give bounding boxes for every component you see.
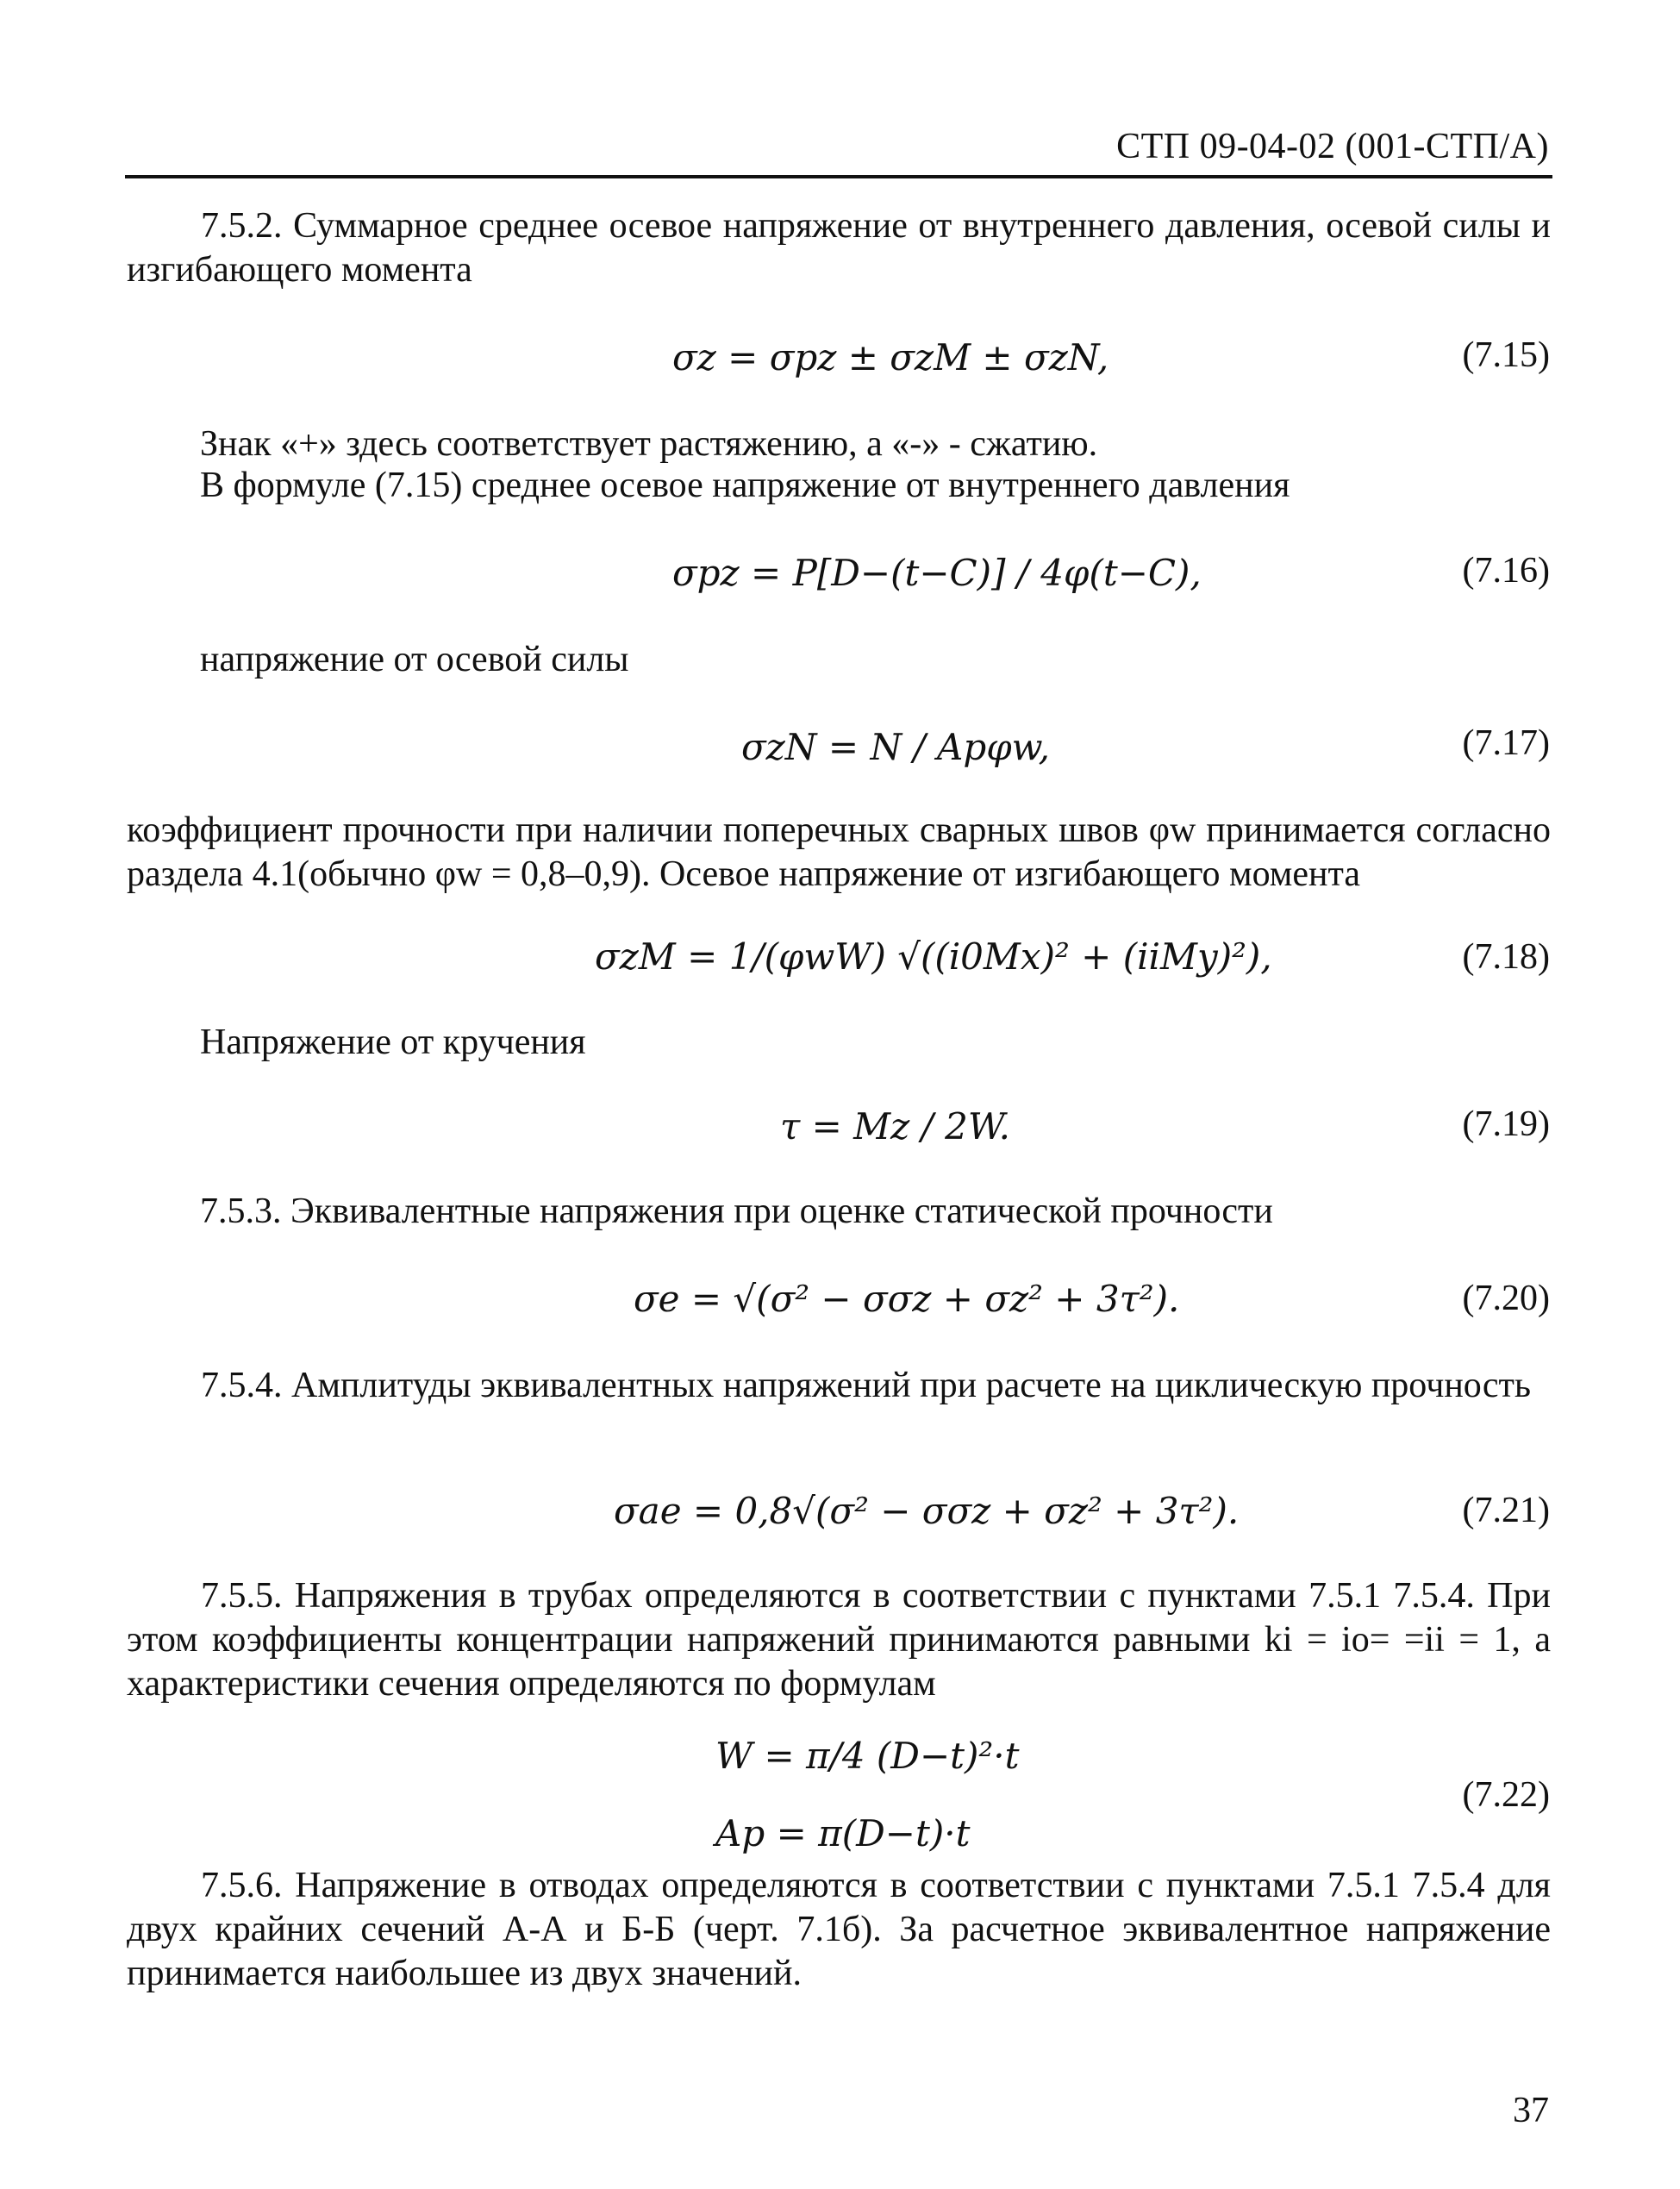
formula-number-7-20: (7.20) [1462, 1279, 1550, 1318]
formula-7-17 [741, 726, 1050, 768]
paragraph-7-5-2: 7.5.2. Суммарное среднее осевое напряжение от внутреннего давления, осевой силы и изгибающего момента [127, 206, 1551, 290]
paragraph-7-5-6: 7.5.6. Напряжение в отводах определяются в соответствии с пунктами 7.5.1 7.5.4 для двух крайних сечений А-А и Б-Б (черт. 7.1б). За расчетное эквивалентное напряжение принимается наибольшее из двух значений. [127, 1866, 1551, 1993]
formula-number-7-15: (7.15) [1462, 335, 1550, 375]
formula-7-16 [672, 552, 1202, 594]
formula-7-20-text: σe = √(σ² − σσz + σz² + 3τ²). [634, 1278, 1180, 1320]
formula-number-7-16: (7.16) [1462, 551, 1550, 591]
formula-7-18 [595, 935, 1272, 978]
header-rule [125, 175, 1552, 178]
formula-number-7-17: (7.17) [1462, 723, 1550, 763]
formula-7-20 [634, 1278, 1179, 1320]
formula-7-19 [780, 1105, 1010, 1148]
paragraph-coefficient: коэффициент прочности при наличии поперечных сварных швов φw принимается согласно раздела 4.1(обычно φw = 0,8–0,9). Осевое напряжение от изгибающего момента [127, 810, 1551, 894]
sign-note: Знак «+» здесь соответствует растяжению, а «-» - сжатию. [200, 424, 1098, 464]
formula-7-22a-text: W = π/4 (D−t)²·t [715, 1735, 1020, 1777]
formula-7-18-text: σzM = 1/(φwW) √((i0Mx)² + (iiMy)²), [595, 935, 1272, 978]
formula-7-21-text: σae = 0,8√(σ² − σσz + σz² + 3τ²). [614, 1490, 1240, 1532]
formula-number-7-21: (7.21) [1462, 1491, 1550, 1530]
formula-7-15-reference: В формуле (7.15) среднее осевое напряжение от внутреннего давления [200, 466, 1290, 505]
formula-number-7-19: (7.19) [1462, 1104, 1550, 1144]
formula-7-22-section-modulus [715, 1735, 1019, 1777]
paragraph-7-5-5: 7.5.5. Напряжения в трубах определяются в соответствии с пунктами 7.5.1 7.5.4. При этом коэффициенты концентрации напряжений принимаются равными ki = io= =ii = 1, а характеристики сечения определяются по формулам [127, 1576, 1551, 1704]
paragraph-7-5-4: 7.5.4. Амплитуды эквивалентных напряжений при расчете на циклическую прочность [201, 1366, 1532, 1405]
axial-force-label: напряжение от осевой силы [200, 640, 629, 679]
document-header: СТП 09-04-02 (001-СТП/А) [1116, 127, 1549, 166]
formula-7-22-area [715, 1812, 970, 1854]
formula-7-21 [614, 1490, 1239, 1532]
formula-7-15-text: σz = σpz ± σzM ± σzN, [672, 336, 1109, 378]
page-number: 37 [1513, 2091, 1549, 2130]
formula-7-19-text: τ = Mz / 2W. [780, 1105, 1011, 1148]
formula-7-16-text: σpz = P[D−(t−C)] / 4φ(t−C), [672, 552, 1202, 594]
torsion-label: Напряжение от кручения [200, 1023, 586, 1062]
formula-number-7-22: (7.22) [1462, 1775, 1550, 1815]
formula-number-7-18: (7.18) [1462, 937, 1550, 977]
paragraph-7-5-3: 7.5.3. Эквивалентные напряжения при оценке статической прочности [200, 1191, 1273, 1231]
formula-7-15 [672, 336, 1109, 378]
formula-7-22b-text: Ap = π(D−t)·t [715, 1812, 971, 1854]
formula-7-17-text: σzN = N / Apφw, [741, 726, 1050, 768]
